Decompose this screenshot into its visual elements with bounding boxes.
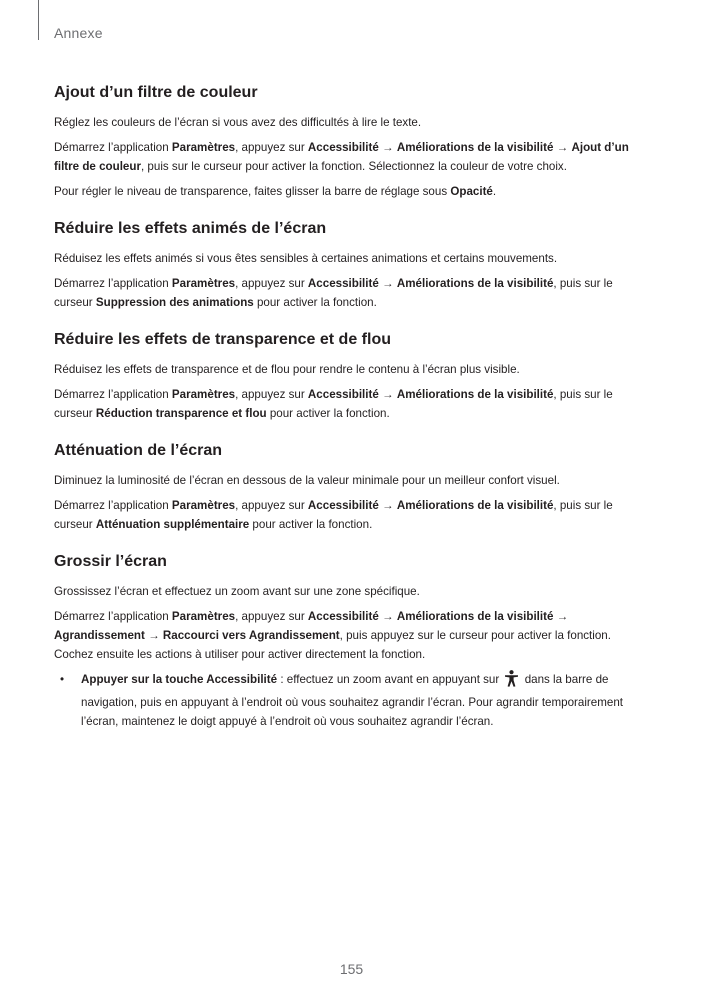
instruction-paragraph xyxy=(54,607,644,664)
instruction-paragraph xyxy=(54,138,644,176)
menu-term: Réduction transparence et flou xyxy=(95,407,267,420)
menu-term: Ajout d’un filtre de couleur xyxy=(54,141,629,173)
page-number: 155 xyxy=(339,961,364,977)
text-run: , appuyez sur xyxy=(235,610,308,623)
bullet-item xyxy=(54,670,644,731)
running-header: Annexe xyxy=(54,25,103,41)
section-title: Réduire les effets animés de l’écran xyxy=(54,220,327,237)
text-run: Démarrez l’application xyxy=(54,610,172,623)
menu-term: Accessibilité xyxy=(307,141,379,154)
menu-term: Améliorations de la visibilité xyxy=(396,610,554,623)
menu-term: Suppression des animations xyxy=(95,296,254,309)
instruction-paragraph xyxy=(54,385,644,423)
menu-term: Accessibilité xyxy=(307,388,379,401)
text-run: Démarrez l’application xyxy=(54,277,172,290)
menu-term: Atténuation supplémentaire xyxy=(95,518,250,531)
text-run: , appuyez sur xyxy=(235,499,308,512)
text-run: , appuyez sur xyxy=(235,141,308,154)
menu-term: Paramètres xyxy=(171,388,236,401)
menu-term: Améliorations de la visibilité xyxy=(396,499,554,512)
section-reduce-animations xyxy=(54,219,644,312)
text-run: Démarrez l’application xyxy=(54,499,172,512)
text-run: dans la barre de navigation, puis en appuyant à l’endroit où vous souhaitez agrandir l’écran. Pour agrandir temporairement l’écran, maintenez le doigt appuyé à l’endroit où vous souhaitez agrandir l’écran. xyxy=(81,673,624,728)
text-run: pour activer la fonction. xyxy=(253,296,377,309)
menu-term: Améliorations de la visibilité xyxy=(396,388,554,401)
text-run: , puis sur le curseur xyxy=(54,277,613,309)
arrow-separator: → xyxy=(553,141,572,154)
section-reduce-transparency xyxy=(54,330,644,423)
menu-term: Agrandissement xyxy=(54,629,145,642)
menu-term: Accessibilité xyxy=(307,277,379,290)
arrow-separator: → xyxy=(378,277,397,290)
menu-term: Paramètres xyxy=(171,499,236,512)
section-title: Grossir l’écran xyxy=(54,553,167,570)
text-run: , puis sur le curseur xyxy=(54,388,613,420)
paragraph: Réduisez les effets animés si vous êtes sensibles à certaines animations et certains mouvements. xyxy=(54,252,558,265)
instruction-paragraph xyxy=(54,274,644,312)
text-run: , puis sur le curseur pour activer la fonction. Sélectionnez la couleur de votre choix. xyxy=(140,160,567,173)
section-extra-dim xyxy=(54,441,644,534)
paragraph xyxy=(54,182,644,201)
text-run: Démarrez l’application xyxy=(54,388,172,401)
menu-term: Accessibilité xyxy=(307,499,379,512)
arrow-separator: → xyxy=(553,610,569,623)
text-run: , puis sur le curseur xyxy=(54,499,613,531)
text-run: , appuyez sur xyxy=(235,388,308,401)
paragraph: Réglez les couleurs de l’écran si vous avez des difficultés à lire le texte. xyxy=(54,116,422,129)
text-run: pour activer la fonction. xyxy=(249,518,373,531)
text-run: : effectuez un zoom avant en appuyant sur xyxy=(277,673,503,686)
section-title: Réduire les effets de transparence et de flou xyxy=(54,331,391,348)
arrow-separator: → xyxy=(378,141,397,154)
text-run: , puis appuyez sur le curseur pour activer la fonction. Cochez ensuite les actions à utiliser pour activer directement la fonction. xyxy=(54,629,611,661)
arrow-separator: → xyxy=(378,499,397,512)
text-run: Pour régler le niveau de transparence, faites glisser la barre de réglage sous xyxy=(54,185,451,198)
instruction-paragraph xyxy=(54,496,644,534)
text-run: , appuyez sur xyxy=(235,277,308,290)
menu-term: Paramètres xyxy=(171,141,236,154)
arrow-separator: → xyxy=(378,610,397,623)
arrow-separator: → xyxy=(144,629,163,642)
menu-term: Améliorations de la visibilité xyxy=(396,277,554,290)
menu-term: Améliorations de la visibilité xyxy=(396,141,554,154)
paragraph: Réduisez les effets de transparence et de flou pour rendre le contenu à l’écran plus visible. xyxy=(54,363,520,376)
section-title: Ajout d’un filtre de couleur xyxy=(54,84,258,101)
text-run: . xyxy=(492,185,497,198)
menu-term: Paramètres xyxy=(171,277,236,290)
section-color-filter xyxy=(54,83,644,201)
menu-term: Appuyer sur la touche Accessibilité xyxy=(81,673,278,686)
arrow-separator: → xyxy=(378,388,397,401)
page-content xyxy=(54,83,644,749)
paragraph: Diminuez la luminosité de l’écran en dessous de la valeur minimale pour un meilleur confort visuel. xyxy=(54,474,560,487)
accessibility-icon xyxy=(504,670,519,693)
section-magnify xyxy=(54,552,644,731)
menu-term: Opacité xyxy=(450,185,493,198)
bullet-marker: • xyxy=(60,673,65,686)
margin-rule xyxy=(38,0,39,40)
menu-term: Raccourci vers Agrandissement xyxy=(162,629,340,642)
menu-term: Paramètres xyxy=(171,610,236,623)
menu-term: Accessibilité xyxy=(307,610,379,623)
text-run: pour activer la fonction. xyxy=(266,407,390,420)
paragraph: Grossissez l’écran et effectuez un zoom avant sur une zone spécifique. xyxy=(54,585,420,598)
section-title: Atténuation de l’écran xyxy=(54,442,223,459)
text-run: Démarrez l’application xyxy=(54,141,172,154)
